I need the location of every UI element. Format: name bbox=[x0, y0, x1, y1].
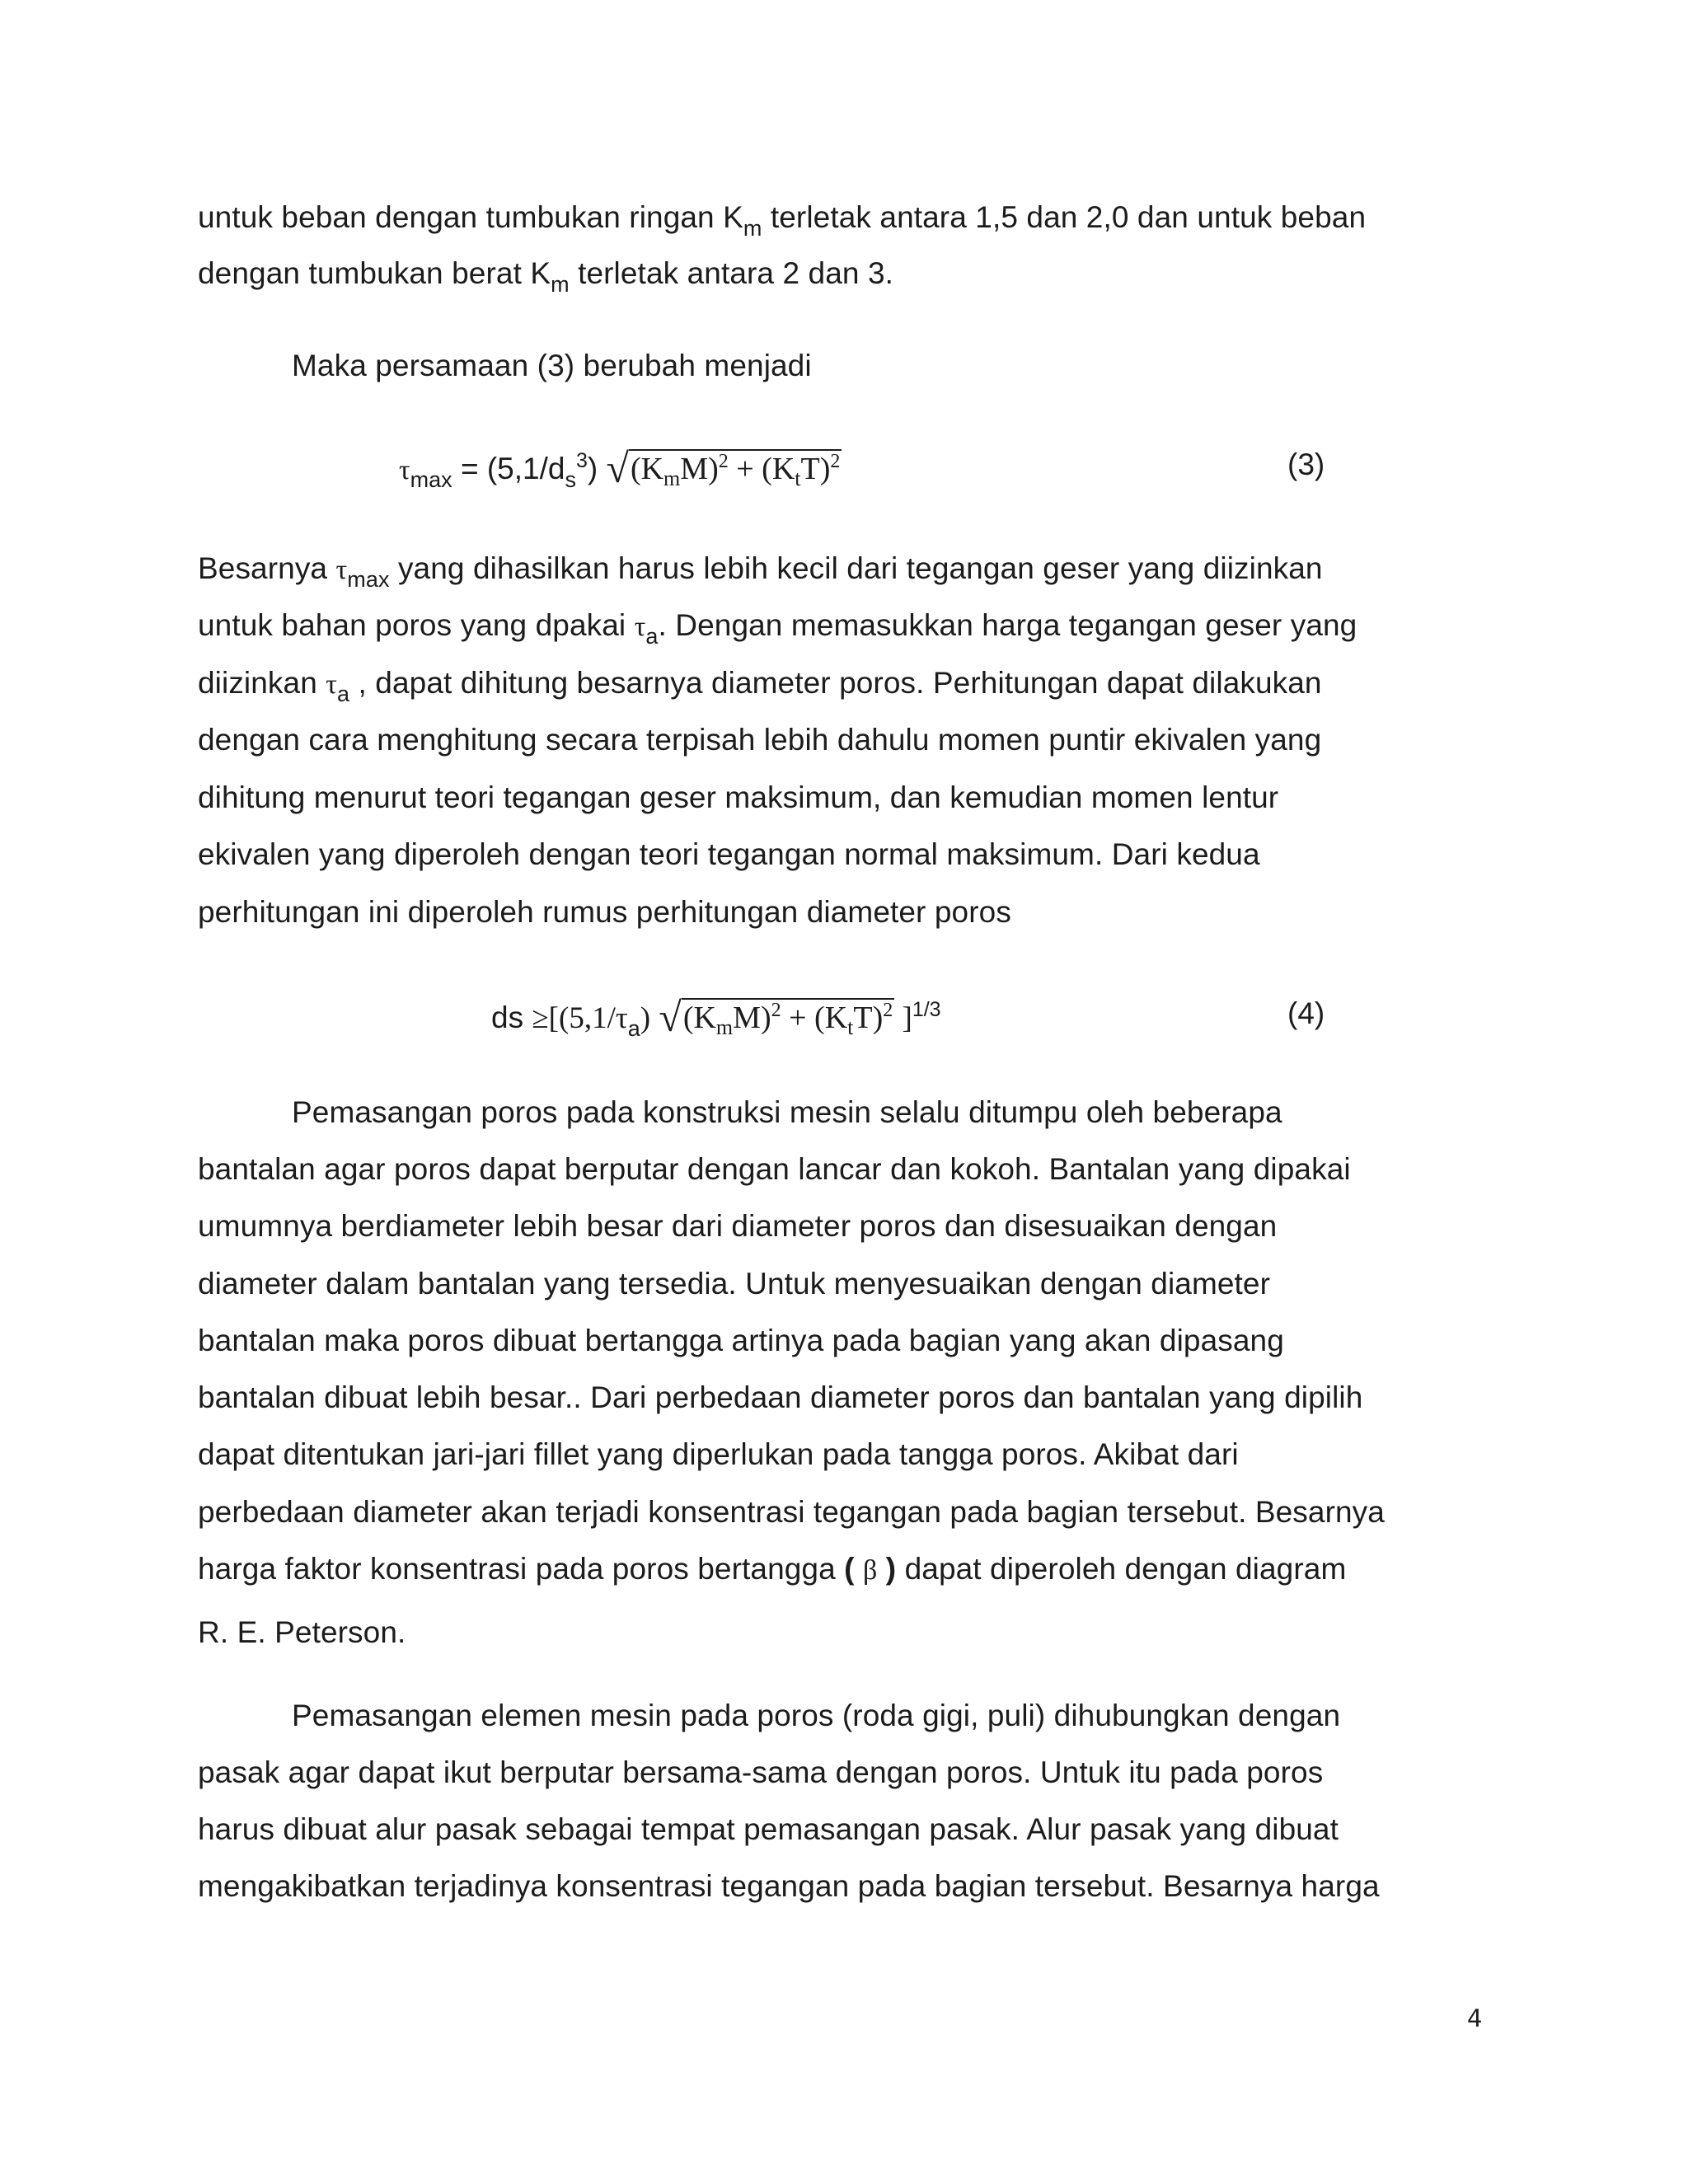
paragraph-3-line-2: bantalan agar poros dapat berputar dengan lancar dan kokoh. Bantalan yang dipakai bbox=[198, 1152, 1351, 1186]
equation-4-number: (4) bbox=[1287, 996, 1325, 1030]
tau-symbol: τ bbox=[399, 455, 410, 485]
paragraph-1-line-1 bbox=[198, 198, 1366, 240]
equation-text: [(5,1/τ bbox=[548, 1001, 628, 1035]
paragraph-4-line-2: pasak agar dapat ikut berputar bersama-sama dengan poros. Untuk itu pada poros bbox=[198, 1755, 1324, 1789]
paragraph-4-line-1: Pemasangan elemen mesin pada poros (roda gigi, puli) dihubungkan dengan bbox=[292, 1699, 1341, 1732]
equation-text: ] bbox=[894, 1001, 912, 1035]
paragraph-3-line-7: dapat ditentukan jari-jari fillet yang diperlukan pada tangga poros. Akibat dari bbox=[198, 1437, 1239, 1471]
equation-text: ) bbox=[587, 452, 598, 485]
paragraph-2-line-5: dihitung menurut teori tegangan geser maksimum, dan kemudian momen lentur bbox=[198, 780, 1279, 814]
paragraph-3-line-3: umumnya berdiameter lebih besar dari diameter poros dan disesuaikan dengan bbox=[198, 1209, 1278, 1243]
text: terletak antara 2 dan 3. bbox=[569, 256, 894, 290]
paragraph-3-line-1: Pemasangan poros pada konstruksi mesin selalu ditumpu oleh beberapa bbox=[292, 1095, 1282, 1129]
radical-sign: √ bbox=[606, 445, 629, 491]
radicand: $(K_mM)^2 + (K_tT)^2$ bbox=[630, 451, 841, 490]
paragraph-2-line-3: diizinkan $\tau_a$ , dapat dihitung besarnya diameter poros. Perhitungan dapat dilakukan bbox=[198, 666, 1322, 706]
paragraph-3-line-9: harga faktor konsentrasi pada poros bertangga ( β ) dapat diperoleh dengan diagram bbox=[198, 1552, 1347, 1586]
subscript: max bbox=[410, 467, 452, 492]
paragraph-4-line-4: mengakibatkan terjadinya konsentrasi tegangan pada bagian tersebut. Besarnya harga bbox=[198, 1869, 1380, 1903]
radical-sign: √ bbox=[659, 994, 682, 1040]
paragraph-3-line-10: R. E. Peterson. bbox=[198, 1615, 406, 1649]
tau-symbol: τ bbox=[326, 669, 338, 700]
paragraph-1-line-2 bbox=[198, 254, 893, 296]
equation-3 bbox=[399, 445, 842, 492]
subscript: a bbox=[627, 1016, 640, 1041]
equation-text: = (5,1/d bbox=[452, 452, 565, 485]
text: terletak antara 1,5 dan 2,0 dan untuk beban bbox=[770, 200, 1367, 234]
paragraph-2-line-1: Besarnya $\tau_{max}$ yang dihasilkan harus lebih kecil dari tegangan geser yang diizinkan bbox=[198, 551, 1323, 592]
tau-symbol: τ bbox=[634, 612, 646, 642]
beta-symbol: β bbox=[862, 1555, 878, 1586]
equation-3-intro: Maka persamaan (3) berubah menjadi bbox=[292, 349, 812, 382]
paragraph-2-line-4: dengan cara menghitung secara terpisah lebih dahulu momen puntir ekivalen yang bbox=[198, 723, 1322, 757]
paragraph-4-line-3: harus dibuat alur pasak sebagai tempat pemasangan pasak. Alur pasak yang dibuat bbox=[198, 1812, 1339, 1846]
paragraph-2-line-6: ekivalen yang diperoleh dengan teori tegangan normal maksimum. Dari kedua bbox=[198, 837, 1260, 871]
square-root bbox=[659, 994, 894, 1040]
equation-text: ds bbox=[491, 1001, 532, 1034]
paragraph-3-line-4: diameter dalam bantalan yang tersedia. Untuk menyesuaikan dengan diameter bbox=[198, 1267, 1271, 1301]
bold-paren: ) bbox=[885, 1552, 897, 1586]
paragraph-3-line-5: bantalan maka poros dibuat bertangga artinya pada bagian yang akan dipasang bbox=[198, 1324, 1284, 1357]
text: dengan tumbukan berat K bbox=[198, 256, 551, 290]
paragraph-3-line-6: bantalan dibuat lebih besar.. Dari perbedaan diameter poros dan bantalan yang dipilih bbox=[198, 1380, 1363, 1414]
radicand: $(K_mM)^2 + (K_tT)^2$ bbox=[682, 1000, 893, 1039]
tau-symbol: τ bbox=[335, 555, 348, 585]
subscript: m bbox=[743, 216, 762, 241]
equation-text: ) bbox=[640, 1001, 651, 1035]
paragraph-2-line-2: untuk bahan poros yang dpakai $\tau_a$. Dengan memasukkan harga tegangan geser yang bbox=[198, 608, 1357, 649]
page-number: 4 bbox=[1467, 2004, 1483, 2032]
paragraph-2-line-7: perhitungan ini diperoleh rumus perhitungan diameter poros bbox=[198, 895, 1011, 929]
equation-4 bbox=[491, 994, 941, 1041]
square-root bbox=[606, 445, 842, 491]
bold-paren: ( bbox=[844, 1552, 855, 1586]
superscript: 3 bbox=[575, 449, 588, 472]
subscript: m bbox=[551, 272, 570, 297]
text: untuk beban dengan tumbukan ringan K bbox=[198, 200, 743, 234]
superscript: 1/3 bbox=[912, 998, 941, 1021]
subscript: s bbox=[565, 467, 576, 492]
paragraph-3-line-8: perbedaan diameter akan terjadi konsentrasi tegangan pada bagian tersebut. Besarnya bbox=[198, 1495, 1385, 1529]
geq-symbol: ≥ bbox=[532, 1001, 549, 1035]
equation-3-number: (3) bbox=[1287, 448, 1325, 481]
